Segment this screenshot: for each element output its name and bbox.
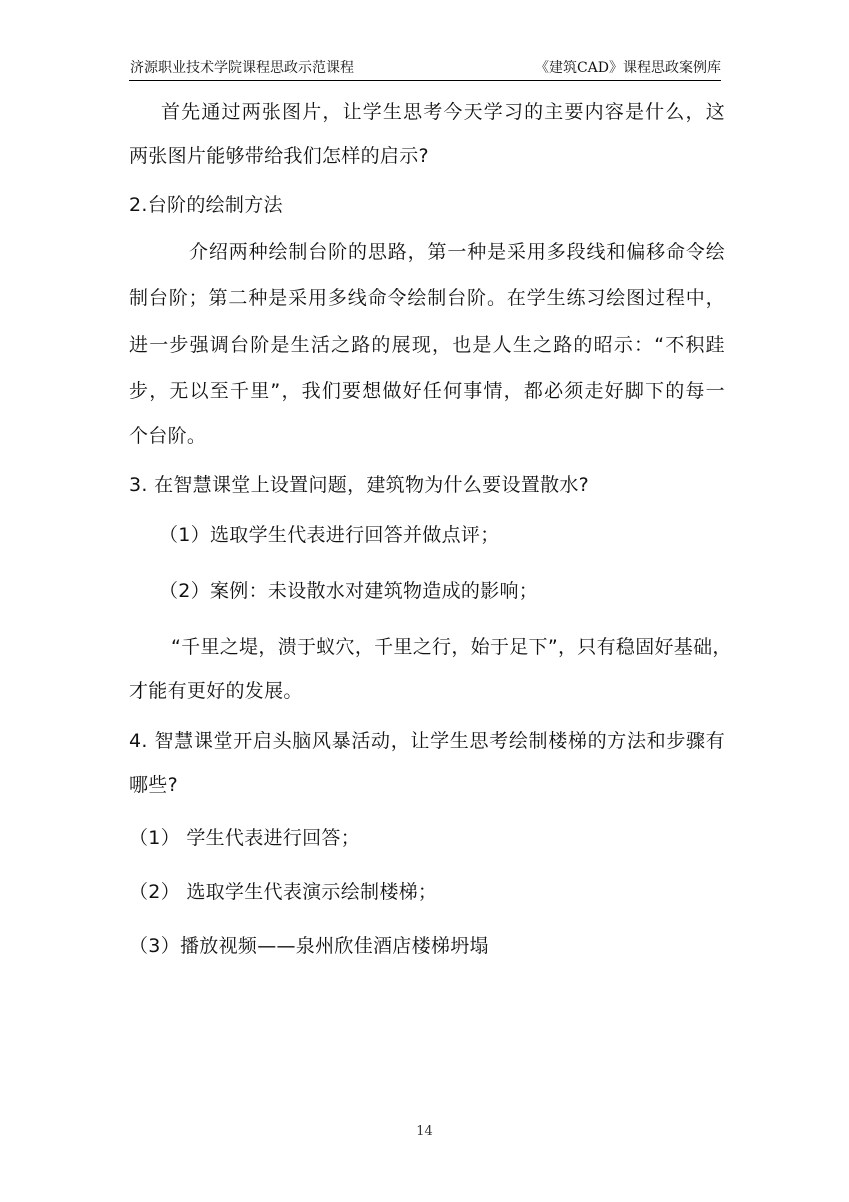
paragraph-line: 介绍两种绘制台阶的思路，第一种是采用多段线和偏移命令绘 <box>189 241 725 263</box>
list-item: （1）选取学生代表进行回答并做点评； <box>159 524 500 546</box>
paragraph-line: 两张图片能够带给我们怎样的启示? <box>129 145 429 167</box>
paragraph-line: 才能有更好的发展。 <box>129 680 303 702</box>
header-case-library-title: 《建筑CAD》课程思政案例库 <box>534 60 721 76</box>
page-number: 14 <box>416 1124 433 1139</box>
header-course-title: 济源职业技术学院课程思政示范课程 <box>130 60 354 76</box>
section-heading-apron-question: 3. 在智慧课堂上设置问题，建筑物为什么要设置散水? <box>129 474 590 496</box>
paragraph-line: 哪些? <box>129 774 178 796</box>
paragraph-line: 进一步强调台阶是生活之路的展现，也是人生之路的昭示：“不积跬 <box>129 334 725 356</box>
section-heading-steps: 2.台阶的绘制方法 <box>129 194 283 216</box>
paragraph-line: 步，无以至千里”，我们要想做好任何事情，都必须走好脚下的每一 <box>129 380 725 402</box>
paragraph-line: “千里之堤，溃于蚁穴，千里之行，始于足下”，只有稳固好基础， <box>171 636 732 658</box>
list-item: （3）播放视频——泉州欣佳酒店楼梯坍塌 <box>129 935 489 957</box>
list-item: （2） 选取学生代表演示绘制楼梯； <box>129 881 438 903</box>
paragraph-line: 个台阶。 <box>129 425 207 447</box>
page-header <box>129 58 721 81</box>
paragraph-line: 首先通过两张图片，让学生思考今天学习的主要内容是什么，这 <box>161 101 725 123</box>
paragraph-line: 制台阶；第二种是采用多线命令绘制台阶。在学生练习绘图过程中， <box>129 287 725 309</box>
list-item: （2）案例：未设散水对建筑物造成的影响； <box>159 580 539 602</box>
list-item: （1） 学生代表进行回答； <box>129 827 361 849</box>
section-heading-brainstorm: 4. 智慧课堂开启头脑风暴活动，让学生思考绘制楼梯的方法和步骤有 <box>129 730 725 752</box>
